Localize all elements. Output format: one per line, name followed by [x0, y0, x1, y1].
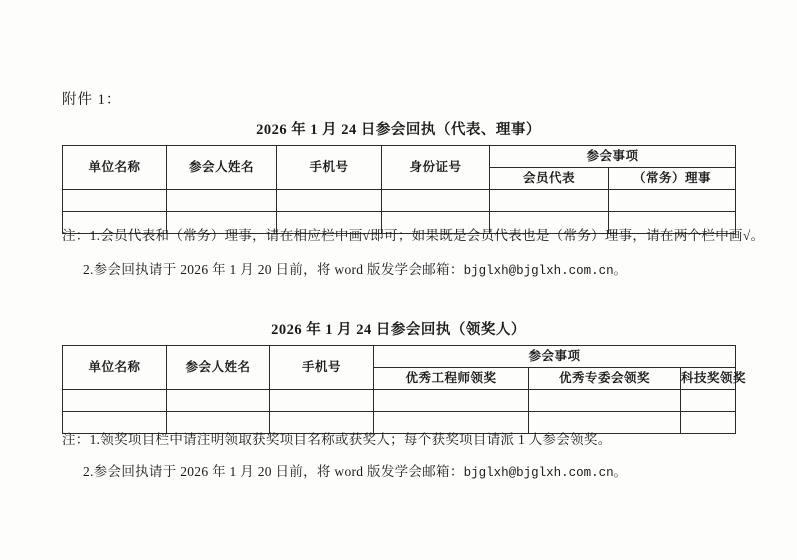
column-header-participation-items: 参会事项	[490, 146, 736, 168]
column-subheader-excellent-committee-award: 优秀专委会领奖	[529, 368, 681, 390]
section-two-note-2-text: 2.参会回执请于 2026 年 1 月 20 日前，将 word 版发学会邮箱：	[83, 464, 464, 479]
cell-science-tech-award[interactable]	[681, 412, 736, 434]
cell-attendee-name[interactable]	[167, 390, 270, 412]
table-header-row	[63, 146, 736, 168]
column-header-attendee-name: 参会人姓名	[167, 146, 277, 190]
section-two-note-1	[62, 428, 612, 448]
cell-attendee-name[interactable]	[167, 190, 277, 212]
cell-excellent-engineer-award[interactable]	[374, 390, 529, 412]
column-header-mobile: 手机号	[270, 346, 374, 390]
cell-unit-name[interactable]	[63, 190, 167, 212]
attachment-label: 附件 1：	[62, 92, 122, 108]
participation-receipt-table-awardees	[62, 345, 747, 434]
column-header-mobile: 手机号	[277, 146, 382, 190]
section-two-email: bjglxh@bjglxh.com.cn。	[463, 466, 627, 480]
column-subheader-standing-director: （常务）理事	[609, 168, 736, 190]
cell-id-number[interactable]	[382, 190, 490, 212]
table-header-row	[63, 346, 736, 368]
column-header-attendee-name: 参会人姓名	[167, 346, 270, 390]
cell-unit-name[interactable]	[63, 390, 167, 412]
column-header-participation-items: 参会事项	[374, 346, 736, 368]
cell-mobile[interactable]	[277, 190, 382, 212]
column-header-unit-name: 单位名称	[63, 146, 167, 190]
column-subheader-member-representative: 会员代表	[490, 168, 609, 190]
cell-member-representative[interactable]	[490, 190, 609, 212]
section-one-note-1-text: 注：1.会员代表和（常务）理事，请在相应栏中画√即可；如果既是会员代表也是（常务）理事，请在两个栏中画√。	[62, 228, 765, 243]
section-one-note-1	[62, 224, 764, 244]
section-two-note-2	[83, 460, 626, 480]
column-subheader-science-tech-award: 科技奖领奖	[681, 368, 736, 390]
cell-science-tech-award[interactable]	[681, 390, 736, 412]
section-one-note-2	[83, 258, 626, 278]
participation-receipt-table-representatives	[62, 145, 736, 234]
cell-standing-director[interactable]	[609, 190, 736, 212]
table-row[interactable]	[63, 190, 736, 212]
cell-excellent-committee-award[interactable]	[529, 390, 681, 412]
table-row[interactable]	[63, 390, 736, 412]
column-header-unit-name: 单位名称	[63, 346, 167, 390]
column-subheader-excellent-engineer-award: 优秀工程师领奖	[374, 368, 529, 390]
section-one-email: bjglxh@bjglxh.com.cn。	[463, 264, 627, 278]
section-two-title: 2026 年 1 月 24 日参会回执（领奖人）	[271, 322, 526, 338]
cell-mobile[interactable]	[270, 390, 374, 412]
column-header-id-number: 身份证号	[382, 146, 490, 190]
section-one-title: 2026 年 1 月 24 日参会回执（代表、理事）	[256, 122, 541, 138]
section-two-note-1-text: 注：1.领奖项目栏中请注明领取获奖项目名称或获奖人；每个获奖项目请派 1 人参会领奖。	[62, 432, 612, 447]
section-one-note-2-text: 2.参会回执请于 2026 年 1 月 20 日前，将 word 版发学会邮箱：	[83, 262, 464, 277]
